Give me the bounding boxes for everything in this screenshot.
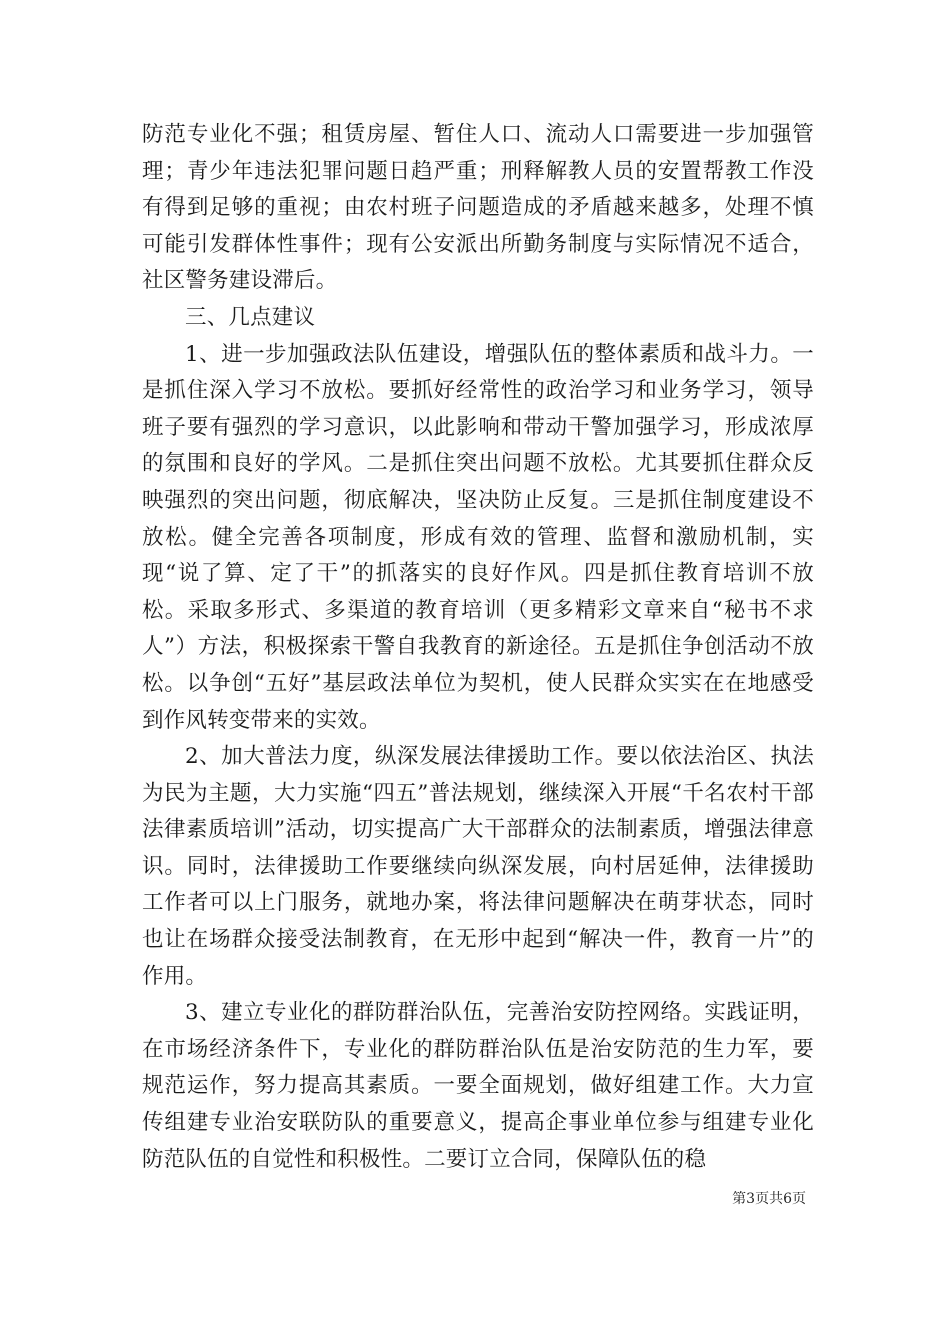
page-number-label: 第3页共6页 bbox=[732, 1191, 806, 1207]
paragraph-suggestion-3: 3、建立专业化的群防群治队伍，完善治安防控网络。实践证明，在市场经济条件下，专业化的群防群治队伍是治安防范的生力军，要规范运作，努力提高其素质。一要全面规划，做好组建工作。大力宣传组建专业治安联防队的重要意义，提高企事业单位参与组建专业化防范队伍的自觉性和积极性。二要订立合同，保障队伍的稳 bbox=[142, 1000, 814, 1172]
paragraph-continuation: 防范专业化不强；租赁房屋、暂住人口、流动人口需要进一步加强管理；青少年违法犯罪问题日趋严重；刑释解教人员的安置帮教工作没有得到足够的重视；由农村班子问题造成的矛盾越来越多，处理不慎可能引发群体性事件；现有公安派出所勤务制度与实际情况不适合，社区警务建设滞后。 bbox=[142, 122, 814, 294]
paragraph-suggestion-1: 1、进一步加强政法队伍建设，增强队伍的整体素质和战斗力。一是抓住深入学习不放松。要抓好经常性的政治学习和业务学习，领导班子要有强烈的学习意识，以此影响和带动干警加强学习，形成浓厚的氛围和良好的学风。二是抓住突出问题不放松。尤其要抓住群众反映强烈的突出问题，彻底解决，坚决防止反复。三是抓住制度建设不放松。健全完善各项制度，形成有效的管理、监督和激励机制，实现“说了算、定了干”的抓落实的良好作风。四是抓住教育培训不放松。采取多形式、多渠道的教育培训（更多精彩文章来自“秘书不求人”）方法，积极探索干警自我教育的新途径。五是抓住争创活动不放松。以争创“五好”基层政法单位为契机，使人民群众实实在在地感受到作风转变带来的实效。 bbox=[142, 341, 814, 733]
paragraph-suggestion-2: 2、加大普法力度，纵深发展法律援助工作。要以依法治区、执法为民为主题，大力实施“四五”普法规划，继续深入开展“千名农村干部法律素质培训”活动，切实提高广大干部群众的法制素质，增强法律意识。同时，法律援助工作要继续向纵深发展，向村居延伸，法律援助工作者可以上门服务，就地办案，将法律问题解决在萌芽状态，同时也让在场群众接受法制教育，在无形中起到“解决一件，教育一片”的作用。 bbox=[142, 744, 814, 989]
section-heading: 三、几点建议 bbox=[185, 304, 316, 330]
document-body bbox=[142, 117, 814, 1178]
page-number-footer bbox=[732, 1189, 806, 1209]
